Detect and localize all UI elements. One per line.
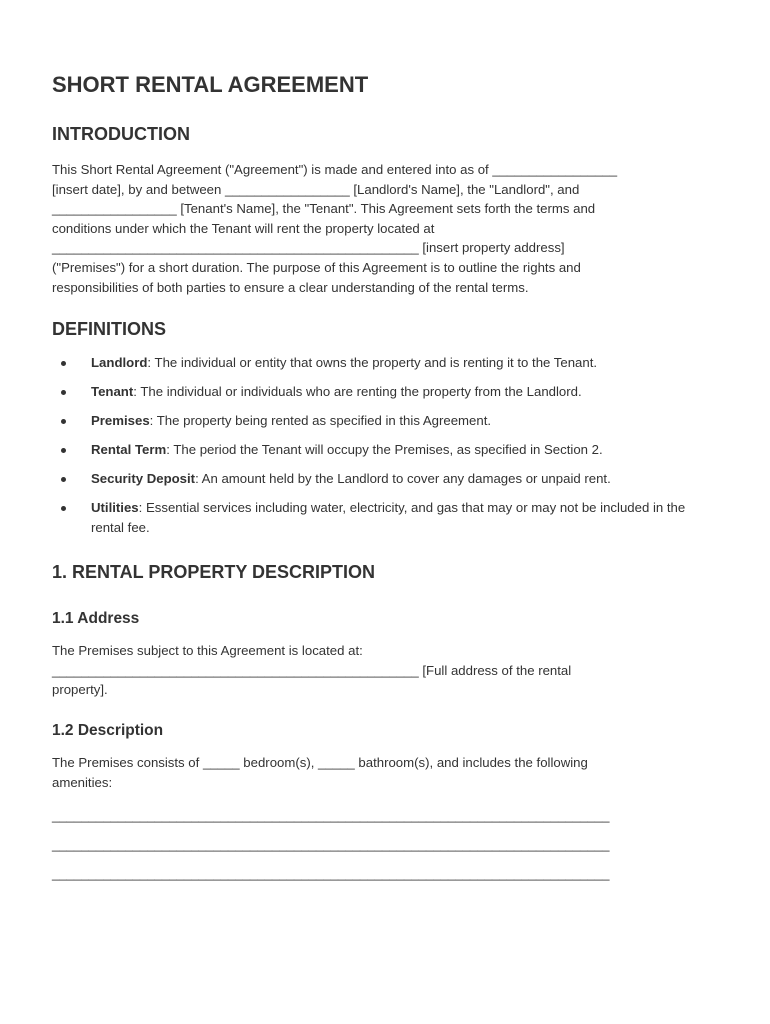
definition-text: : An amount held by the Landlord to cover any damages or unpaid rent. [195,470,611,486]
description-line: amenities: [52,774,113,790]
bullet-icon [61,361,66,366]
definition-item-rental-term [52,440,720,460]
definition-term: Tenant [91,383,134,399]
introduction-heading: INTRODUCTION [52,124,190,144]
introduction-line: __________________________________________________ [insert property address] [52,240,565,256]
definition-text: : The individual or entity that owns the property and is renting it to the Tenant. [147,355,598,370]
definition-term: Utilities [91,499,139,515]
description-heading: 1.2 Description [52,722,164,739]
definition-item-landlord [52,353,720,373]
definitions-list [52,353,720,547]
description-paragraph [52,753,720,792]
address-line: __________________________________________________ [Full address of the rental [52,662,572,678]
introduction-line: ("Premises") for a short duration. The purpose of this Agreement is to outline the rights and [52,259,581,275]
address-line: The Premises subject to this Agreement is located at: [52,643,363,658]
amenities-blank-line[interactable]: ____________________________________________________________________________ [52,866,610,881]
introduction-paragraph [52,160,720,297]
definition-item-security-deposit [52,469,720,489]
definition-item-utilities [52,498,720,537]
definition-text: : The individual or individuals who are renting the property from the Landlord. [133,383,582,399]
definition-item-premises [52,411,720,431]
section1-heading: 1. RENTAL PROPERTY DESCRIPTION [52,562,376,582]
introduction-line: This Short Rental Agreement ("Agreement") is made and entered into as of _________________ [52,162,618,177]
definition-term: Rental Term [91,441,167,457]
address-line: property]. [52,682,108,698]
introduction-line: _________________ [Tenant's Name], the "Tenant". This Agreement sets forth the terms and [52,201,596,217]
introduction-line: responsibilities of both parties to ensure a clear understanding of the rental terms. [52,279,529,295]
definition-term: Landlord [91,355,148,370]
introduction-line: [insert date], by and between _________________ [Landlord's Name], the "Landlord", and [52,181,580,197]
definition-term: Premises [91,412,150,428]
amenities-blank-line[interactable]: ____________________________________________________________________________ [52,837,610,852]
amenities-blank-line[interactable]: ____________________________________________________________________________ [52,808,610,823]
bullet-icon [61,477,66,482]
address-paragraph [52,641,720,700]
bullet-icon [61,419,66,424]
introduction-line: conditions under which the Tenant will rent the property located at [52,220,435,236]
definition-item-tenant [52,382,720,402]
definition-term: Security Deposit [91,470,196,486]
address-heading: 1.1 Address [52,610,140,627]
definition-text: : The period the Tenant will occupy the Premises, as specified in Section 2. [166,441,603,457]
definitions-heading: DEFINITIONS [52,319,167,339]
definition-text: : Essential services including water, electricity, and gas that may or may not be included in the rental fee. [91,499,686,535]
document-title: SHORT RENTAL AGREEMENT [52,72,369,97]
definition-text: : The property being rented as specified in this Agreement. [149,412,492,428]
bullet-icon [61,390,66,395]
bullet-icon [61,448,66,453]
bullet-icon [61,506,66,511]
description-line: The Premises consists of _____ bedroom(s), _____ bathroom(s), and includes the following [52,755,588,770]
